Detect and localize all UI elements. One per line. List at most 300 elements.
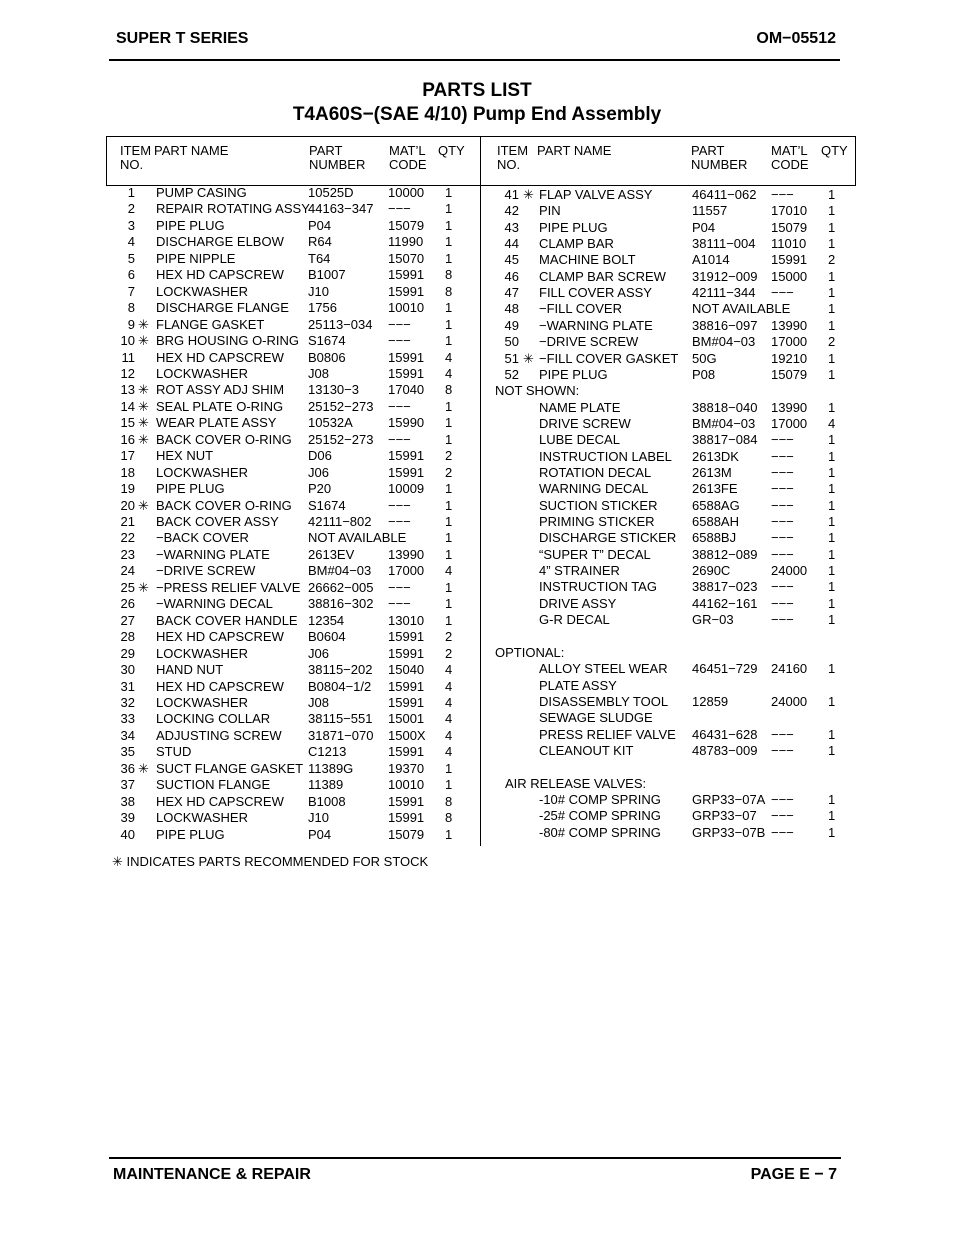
item-number: 18 (120, 464, 135, 480)
material-code: −−− (388, 596, 411, 612)
item-number: 11 (121, 349, 135, 365)
subsection-label: AIR RELEASE VALVES: (505, 775, 647, 791)
material-code: 15040 (388, 662, 425, 678)
table-row (490, 400, 850, 416)
material-code: 13990 (771, 317, 808, 333)
item-number: 1 (127, 185, 135, 200)
table-row (490, 203, 850, 219)
table-row (110, 251, 480, 267)
stock-note (112, 854, 428, 870)
part-name: PRIMING STICKER (539, 514, 655, 529)
item-number: 33 (120, 711, 135, 727)
quantity: 1 (445, 201, 453, 217)
part-number: 11389G (308, 760, 354, 776)
quantity: 2 (828, 252, 836, 268)
part-number: 1756 (308, 300, 337, 316)
table-row (490, 563, 850, 579)
part-name: ALLOY STEEL WEAR (539, 661, 668, 677)
item-number: 17 (120, 448, 135, 464)
part-name: WEAR PLATE ASSY (156, 415, 277, 431)
part-name: -25# COMP SPRING (539, 808, 661, 824)
item-number: 47 (504, 285, 519, 301)
table-row (110, 218, 480, 234)
item-number: 34 (120, 727, 135, 743)
item-number: 30 (120, 662, 135, 678)
table-row (110, 777, 480, 793)
table-row (110, 744, 480, 760)
material-code: −−− (771, 612, 794, 628)
part-name: INSTRUCTION LABEL (539, 448, 672, 464)
item-number: 42 (504, 203, 519, 219)
part-number: 25113−034 (308, 316, 373, 332)
table-row (490, 416, 850, 432)
quantity: 4 (445, 694, 453, 710)
material-code: −−− (388, 579, 411, 595)
part-number: R64 (308, 234, 332, 250)
item-number: 37 (120, 777, 135, 793)
table-row (110, 432, 480, 448)
quantity: 1 (445, 497, 453, 513)
table-row (490, 743, 850, 759)
quantity: 4 (445, 744, 453, 760)
part-name: FILL COVER ASSY (539, 285, 652, 301)
table-row (490, 334, 850, 350)
material-code: −−− (388, 316, 411, 332)
table-row (110, 662, 480, 678)
table-row (110, 761, 480, 777)
part-number: 6588AG (692, 497, 740, 513)
part-name: REPAIR ROTATING ASSY (156, 201, 310, 217)
item-number: 44 (504, 236, 519, 252)
material-code: 24000 (771, 563, 808, 579)
quantity: 1 (828, 546, 836, 562)
item-number: 21 (120, 514, 135, 529)
asterisk-icon: ✳ (112, 854, 123, 869)
material-code: 15990 (388, 415, 425, 431)
section-heading-row (490, 645, 850, 661)
material-code: 15001 (388, 711, 425, 727)
part-name: −FILL COVER GASKET (539, 350, 679, 366)
material-code: 10009 (388, 481, 425, 497)
table-row (490, 596, 850, 612)
part-name: PUMP CASING (156, 185, 247, 200)
part-number: 31912−009 (692, 268, 758, 284)
quantity: 1 (445, 398, 453, 414)
part-number: GRP33−07 (692, 808, 757, 824)
quantity: 1 (828, 563, 836, 579)
quantity: 2 (828, 334, 836, 350)
material-code: 11990 (388, 234, 424, 250)
item-number: 26 (120, 596, 135, 612)
part-name: DRIVE ASSY (539, 595, 617, 611)
item-number: 29 (120, 645, 135, 661)
quantity: 1 (445, 514, 453, 529)
material-code: −−− (388, 398, 411, 414)
material-code: 15000 (771, 268, 808, 284)
col-header-mat: MAT’L CODE (771, 143, 809, 172)
col-header-qty: QTY (438, 143, 465, 158)
item-number: 7 (127, 283, 135, 299)
header-rule (109, 59, 840, 61)
part-number: 38818−040 (692, 399, 758, 415)
material-code: 15991 (388, 645, 425, 661)
table-row (110, 695, 480, 711)
material-code: −−− (388, 497, 411, 513)
quantity: 1 (828, 661, 836, 677)
item-number: 15 (120, 415, 135, 431)
footer-rule (109, 1157, 841, 1159)
item-number: 32 (120, 694, 135, 710)
quantity: 1 (445, 596, 453, 612)
part-name: WARNING DECAL (539, 481, 649, 497)
part-number: 44163−347 (308, 201, 374, 217)
quantity: 1 (828, 203, 836, 219)
assembly-title: T4A60S−(SAE 4/10) Pump End Assembly (292, 104, 662, 125)
material-code: 15991 (388, 694, 425, 710)
material-code: 15991 (388, 810, 425, 826)
part-name: MACHINE BOLT (539, 252, 636, 268)
stock-note-text: INDICATES PARTS RECOMMENDED FOR STOCK (126, 854, 429, 869)
table-row (490, 481, 850, 497)
table-row (110, 613, 480, 629)
material-code: 17040 (388, 382, 425, 398)
material-code: −−− (771, 481, 794, 497)
quantity: 1 (445, 316, 453, 332)
table-row (490, 449, 850, 465)
quantity: 1 (828, 464, 836, 480)
quantity: 1 (445, 431, 453, 447)
asterisk-icon: ✳ (138, 579, 149, 595)
quantity: 1 (828, 693, 836, 709)
item-number: 8 (127, 300, 135, 316)
material-code: 15991 (388, 629, 425, 645)
part-number: P04 (308, 217, 332, 233)
part-number: B0604 (308, 629, 346, 645)
section-name: MAINTENANCE & REPAIR (113, 1166, 311, 1183)
table-row (110, 201, 480, 217)
table-row (110, 794, 480, 810)
table-row (110, 382, 480, 398)
part-number: S1674 (308, 497, 346, 513)
item-number: 40 (120, 826, 135, 842)
material-code: 19370 (388, 760, 425, 776)
quantity: 8 (445, 283, 453, 299)
part-name: DISASSEMBLY TOOL (539, 693, 669, 709)
item-number: 10 (120, 333, 135, 349)
part-name: -80# COMP SPRING (539, 824, 661, 840)
table-row (110, 810, 480, 826)
material-code: −−− (771, 824, 794, 840)
table-row (110, 596, 480, 612)
table-row (490, 465, 850, 481)
item-number: 43 (504, 219, 519, 235)
quantity: 1 (828, 301, 836, 317)
item-number: 27 (120, 612, 135, 628)
item-number: 4 (127, 234, 135, 250)
part-name: BACK COVER HANDLE (156, 612, 298, 628)
part-number: 11557 (692, 203, 728, 219)
material-code: 10000 (388, 185, 425, 200)
material-code: −−− (771, 595, 794, 611)
table-row (110, 317, 480, 333)
part-number: S1674 (308, 333, 346, 349)
quantity: 8 (445, 267, 453, 283)
part-number: 46451−729 (692, 661, 758, 677)
table-row (110, 629, 480, 645)
quantity: 1 (445, 481, 453, 497)
material-code: 17000 (388, 563, 425, 579)
part-number: 12859 (692, 693, 729, 709)
subsection-heading-row (490, 776, 850, 792)
material-code: −−− (771, 742, 794, 758)
quantity: 1 (828, 595, 836, 611)
asterisk-icon: ✳ (138, 316, 149, 332)
part-number: NOT AVAILABLE (308, 530, 407, 546)
part-number: 50G (692, 350, 717, 366)
part-name: FLAP VALVE ASSY (539, 187, 653, 202)
item-number: 6 (127, 267, 135, 283)
part-name: PIPE PLUG (539, 219, 608, 235)
part-number: 2613M (692, 464, 732, 480)
quantity: 1 (828, 514, 836, 529)
part-number: 38817−084 (692, 432, 758, 448)
item-number: 3 (127, 217, 135, 233)
table-row (490, 628, 850, 644)
material-code: 15079 (771, 366, 808, 382)
item-number: 9 (127, 316, 135, 332)
part-number: J06 (308, 464, 329, 480)
quantity: 1 (828, 612, 836, 628)
material-code: −−− (388, 431, 411, 447)
part-name: PLATE ASSY (539, 677, 617, 693)
quantity: 4 (445, 365, 453, 381)
material-code: 17000 (771, 334, 808, 350)
table-row (490, 727, 850, 743)
table-row (110, 234, 480, 250)
table-row (110, 185, 480, 201)
part-name: SEAL PLATE O-RING (156, 398, 284, 414)
quantity: 1 (828, 366, 836, 382)
part-name: STUD (156, 744, 192, 760)
quantity: 4 (445, 662, 453, 678)
part-number: 25152−273 (308, 431, 374, 447)
item-number: 45 (504, 252, 519, 268)
part-number: 42111−802 (308, 514, 372, 529)
part-number: J08 (308, 365, 329, 381)
material-code: −−− (771, 448, 794, 464)
item-number: 19 (120, 481, 135, 497)
material-code: 1500X (388, 727, 426, 743)
quantity: 2 (445, 629, 453, 645)
table-row (110, 350, 480, 366)
section-label: OPTIONAL: (495, 644, 565, 660)
quantity: 1 (445, 333, 453, 349)
part-name: LOCKWASHER (156, 464, 248, 480)
part-name: FLANGE GASKET (156, 316, 265, 332)
table-row (490, 498, 850, 514)
asterisk-icon: ✳ (523, 350, 534, 366)
material-code: 15079 (388, 826, 425, 842)
table-row (110, 646, 480, 662)
table-row (490, 579, 850, 595)
material-code: 15991 (388, 349, 425, 365)
part-name: CLAMP BAR SCREW (539, 268, 666, 284)
part-number: J10 (308, 283, 329, 299)
material-code: 17000 (771, 415, 808, 431)
material-code: −−− (771, 808, 794, 824)
part-name: HAND NUT (156, 662, 224, 678)
table-row (110, 728, 480, 744)
quantity: 2 (445, 464, 453, 480)
material-code: 15991 (388, 448, 425, 464)
table-row (490, 547, 850, 563)
part-number: B1008 (308, 793, 346, 809)
part-number: P04 (308, 826, 332, 842)
material-code: −−− (388, 333, 411, 349)
material-code: 15991 (388, 793, 425, 809)
quantity: 1 (445, 579, 453, 595)
part-name: −PRESS RELIEF VALVE (156, 579, 301, 595)
part-number: C1213 (308, 744, 347, 760)
part-number: 31871−070 (308, 727, 374, 743)
quantity: 2 (445, 448, 453, 464)
part-number: 11389 (308, 777, 344, 793)
material-code: 17010 (771, 203, 808, 219)
part-name: SEWAGE SLUDGE (539, 710, 653, 726)
material-code: −−− (771, 285, 794, 301)
item-number: 28 (120, 629, 135, 645)
item-number: 23 (120, 546, 135, 562)
asterisk-icon: ✳ (523, 187, 534, 202)
quantity: 1 (828, 726, 836, 742)
material-code: −−− (771, 791, 794, 807)
quantity: 1 (445, 415, 453, 431)
item-number: 38 (120, 793, 135, 809)
part-name: −WARNING PLATE (539, 317, 653, 333)
table-row (110, 580, 480, 596)
part-number: GRP33−07A (692, 791, 766, 807)
table-row (110, 399, 480, 415)
part-number: 38115−202 (308, 662, 373, 678)
table-row (490, 612, 850, 628)
quantity: 1 (445, 760, 453, 776)
table-row (110, 514, 480, 530)
material-code: −−− (771, 530, 794, 546)
part-name: LUBE DECAL (539, 432, 620, 448)
material-code: 19210 (771, 350, 808, 366)
part-number: B0806 (308, 349, 346, 365)
part-name: LOCKWASHER (156, 645, 248, 661)
item-number: 5 (127, 250, 135, 266)
quantity: 4 (445, 711, 453, 727)
quantity: 8 (445, 793, 453, 809)
table-row (490, 661, 850, 677)
asterisk-icon: ✳ (138, 497, 149, 513)
table-row (490, 187, 850, 203)
quantity: 4 (445, 349, 453, 365)
item-number: 36 (120, 760, 135, 776)
item-number: 22 (120, 530, 135, 546)
part-name: −DRIVE SCREW (539, 334, 639, 350)
part-name: PRESS RELIEF VALVE (539, 726, 676, 742)
item-number: 14 (120, 398, 135, 414)
table-row (490, 792, 850, 808)
page-title: PARTS LIST (422, 80, 532, 101)
document-number: OM−05512 (756, 30, 836, 47)
part-number: 2613FE (692, 481, 738, 497)
item-number: 49 (504, 317, 519, 333)
item-number: 48 (504, 301, 519, 317)
part-number: 38816−302 (308, 596, 374, 612)
table-row (110, 563, 480, 579)
quantity: 1 (828, 219, 836, 235)
part-name: SUCTION STICKER (539, 497, 658, 513)
quantity: 1 (828, 497, 836, 513)
part-name: BACK COVER O-RING (156, 497, 292, 513)
item-number: 46 (504, 268, 519, 284)
quantity: 1 (445, 826, 453, 842)
quantity: 1 (445, 185, 453, 200)
part-number: GR−03 (692, 612, 734, 628)
item-number: 13 (120, 382, 135, 398)
col-header-item: ITEM NO. (120, 143, 152, 172)
quantity: 1 (828, 268, 836, 284)
table-row (490, 432, 850, 448)
material-code: 15079 (388, 217, 425, 233)
part-number: 13130−3 (308, 382, 359, 398)
material-code: −−− (771, 432, 794, 448)
table-row (490, 351, 850, 367)
material-code: 15991 (388, 744, 425, 760)
table-row (490, 269, 850, 285)
quantity: 1 (828, 579, 836, 595)
part-number: A1014 (692, 252, 730, 268)
part-name: −DRIVE SCREW (156, 563, 256, 579)
item-number: 50 (504, 334, 519, 350)
table-row (490, 694, 850, 710)
material-code: 15991 (388, 283, 425, 299)
material-code: −−− (771, 464, 794, 480)
part-name: 4” STRAINER (539, 563, 620, 579)
part-number: 10532A (308, 415, 353, 431)
table-row (490, 825, 850, 841)
quantity: 4 (445, 563, 453, 579)
part-number: T64 (308, 250, 331, 266)
part-number: 46411−062 (692, 187, 757, 202)
part-number: GRP33−07B (692, 824, 766, 840)
quantity: 8 (445, 382, 453, 398)
material-code: 15991 (388, 267, 425, 283)
table-row (110, 333, 480, 349)
quantity: 4 (828, 415, 836, 431)
asterisk-icon: ✳ (138, 398, 149, 414)
quantity: 1 (445, 234, 453, 250)
part-number: J08 (308, 694, 329, 710)
page-number: PAGE E − 7 (750, 1166, 837, 1183)
item-number: 2 (127, 201, 135, 217)
material-code: 15991 (771, 252, 808, 268)
part-number: D06 (308, 448, 332, 464)
part-number: 2690C (692, 563, 731, 579)
col-header-name: PART NAME (154, 143, 229, 158)
col-header-name: PART NAME (537, 143, 612, 158)
quantity: 2 (445, 645, 453, 661)
table-row (490, 514, 850, 530)
part-name: SUCT FLANGE GASKET (156, 760, 304, 776)
part-name: ADJUSTING SCREW (156, 727, 282, 743)
part-name: LOCKWASHER (156, 283, 248, 299)
quantity: 1 (445, 217, 453, 233)
